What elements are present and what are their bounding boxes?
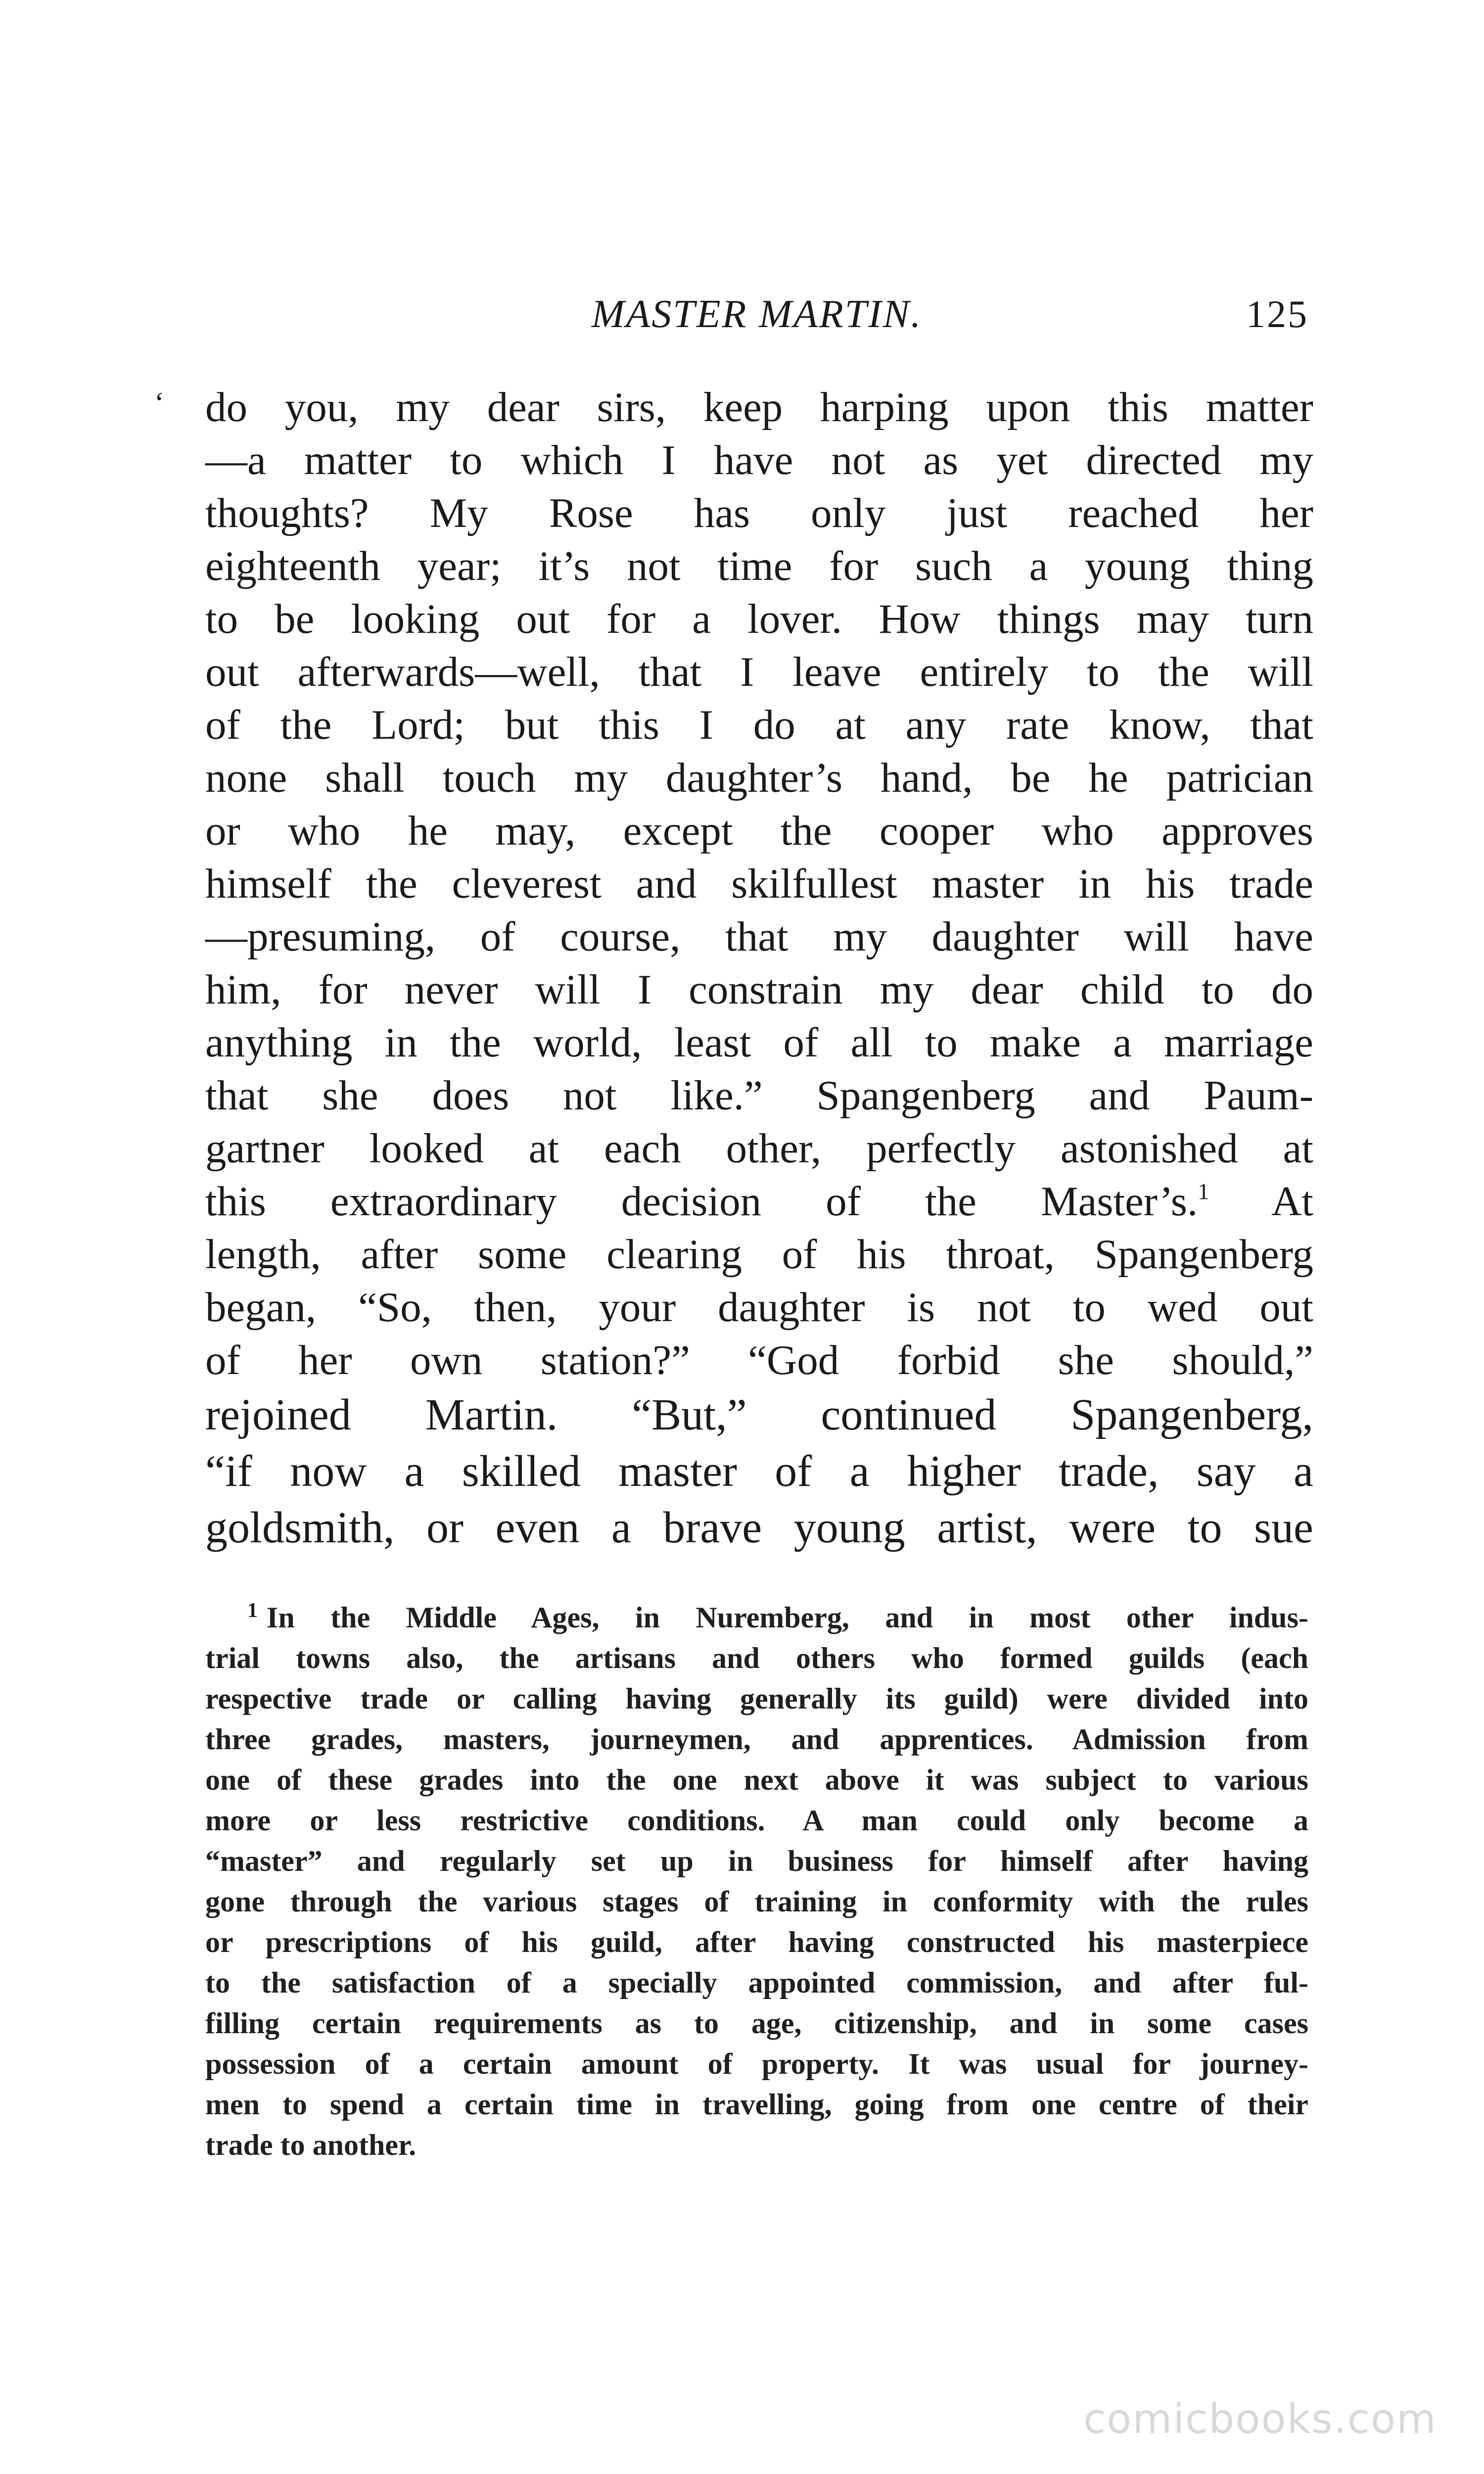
body-line: do you, my dear sirs, keep harping upon this matter xyxy=(205,384,1313,430)
body-line-tail: At xyxy=(1209,1178,1314,1225)
footnote-line: filling certain requirements as to age, citizenship, and in some cases xyxy=(205,2007,1308,2040)
footnote-line-first xyxy=(205,1597,1308,1638)
footnote-line: three grades, masters, journeymen, and apprentices. Admission from xyxy=(205,1723,1308,1756)
footnote-line: gone through the various stages of training in conformity with the rules xyxy=(205,1885,1308,1918)
body-line: that she does not like.” Spangenberg and Paum- xyxy=(205,1072,1313,1119)
body-line: or who he may, except the cooper who approves xyxy=(205,808,1313,854)
body-line-with-footnote-ref xyxy=(205,1175,1313,1228)
body-line: out afterwards—well, that I leave entirely to the will xyxy=(205,649,1313,695)
body-line: of her own station?” “God forbid she should,” xyxy=(205,1337,1313,1383)
body-line: none shall touch my daughter’s hand, be he patrician xyxy=(205,755,1313,801)
footnote xyxy=(205,1597,1308,2165)
footnote-line: one of these grades into the one next above it was subject to various xyxy=(205,1763,1308,1796)
footnote-line: trade to another. xyxy=(205,2129,417,2161)
page-number: 125 xyxy=(1246,292,1308,335)
body-line: anything in the world, least of all to make a marriage xyxy=(205,1019,1313,1066)
footnote-number: 1 xyxy=(247,1599,258,1622)
body-line: —presuming, of course, that my daughter will have xyxy=(205,913,1313,960)
running-head xyxy=(205,287,1308,341)
footnote-line-text: In the Middle Ages, in Nuremberg, and in most other indus- xyxy=(267,1601,1308,1634)
body-line: —a matter to which I have not as yet directed my xyxy=(205,437,1313,483)
footnote-line: “master” and regularly set up in business for himself after having xyxy=(205,1845,1308,1877)
body-line: to be looking out for a lover. How things may turn xyxy=(205,596,1313,642)
body-line: began, “So, then, your daughter is not to wed out xyxy=(205,1284,1313,1331)
body-line: rejoined Martin. “But,” continued Spangenberg, xyxy=(205,1390,1313,1439)
footnote-reference: 1 xyxy=(1198,1179,1209,1205)
running-title: MASTER MARTIN. xyxy=(591,292,923,336)
body-line: him, for never will I constrain my dear child to do xyxy=(205,966,1313,1013)
footnote-line: possession of a certain amount of property. It was usual for journey- xyxy=(205,2047,1308,2080)
body-line: thoughts? My Rose has only just reached her xyxy=(205,490,1313,536)
body-line: of the Lord; but this I do at any rate know, that xyxy=(205,702,1313,748)
body-line: length, after some clearing of his throat, Spangenberg xyxy=(205,1231,1313,1278)
footnote-line: respective trade or calling having generally its guild) were divided into xyxy=(205,1682,1308,1715)
body-line: eighteenth year; it’s not time for such a young thing xyxy=(205,543,1313,589)
footnote-line: men to spend a certain time in travelling, going from one centre of their xyxy=(205,2088,1308,2121)
body-line-text: this extraordinary decision of the Master’s. xyxy=(205,1178,1198,1225)
footnote-line: more or less restrictive conditions. A man could only become a xyxy=(205,1804,1308,1837)
footnote-line: or prescriptions of his guild, after having constructed his masterpiece xyxy=(205,1926,1308,1958)
body-line: himself the cleverest and skilfullest master in his trade xyxy=(205,860,1313,907)
body-line: “if now a skilled master of a higher trade, say a xyxy=(205,1447,1313,1496)
body-line: goldsmith, or even a brave young artist, were to sue xyxy=(205,1503,1313,1552)
watermark: comicbooks.com xyxy=(1083,2396,1437,2443)
body-text xyxy=(205,381,1313,1556)
footnote-line: to the satisfaction of a specially appointed commission, and after ful- xyxy=(205,1966,1308,1999)
stray-mark: ‘ xyxy=(154,386,164,419)
body-line: gartner looked at each other, perfectly astonished at xyxy=(205,1125,1313,1172)
footnote-line: trial towns also, the artisans and others who formed guilds (each xyxy=(205,1642,1308,1674)
